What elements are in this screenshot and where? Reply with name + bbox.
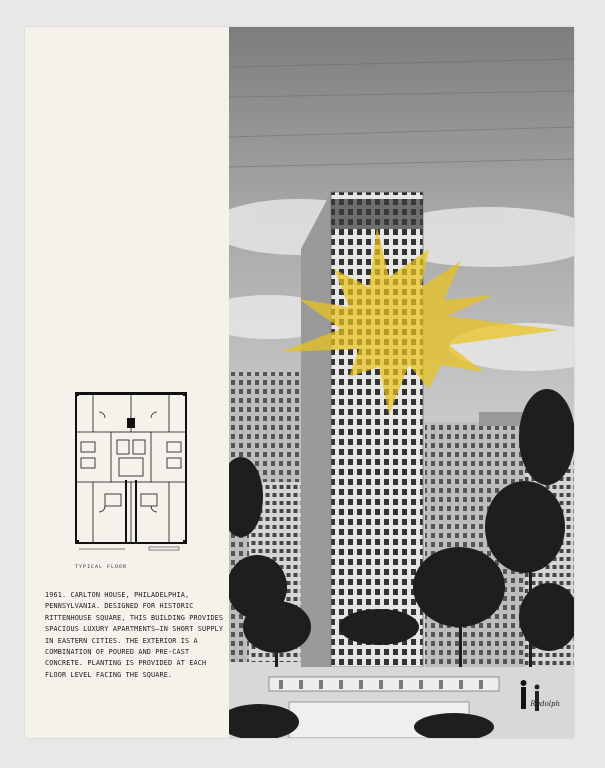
rendering-illustration — [229, 27, 574, 738]
artist-signature: Rudolph — [530, 700, 560, 708]
carlton-house-tower — [301, 192, 423, 667]
document-page — [25, 27, 574, 738]
building-caption: 1961. CARLTON HOUSE, PHILADELPHIA, PENNSYLVANIA. DESIGNED FOR HISTORIC RITTENHOUSE SQUARE, THIS BUILDING PROVIDES SPACIOUS LUXURY APARTMENTS—IN SHORT SUPPLY IN EASTERN CITIES. THE EXTERIOR IS A COMBINATION OF POURED AND PRE-CAST CONCRETE. PLANTING IS PROVIDED AT EACH FLOOR LEVEL FACING THE SQUARE. — [45, 591, 224, 679]
text-column — [25, 27, 229, 738]
building-rendering — [229, 27, 574, 738]
typical-floor-plan — [75, 392, 187, 552]
plan-label: TYPICAL FLOOR — [75, 564, 128, 570]
plaza — [229, 667, 574, 738]
